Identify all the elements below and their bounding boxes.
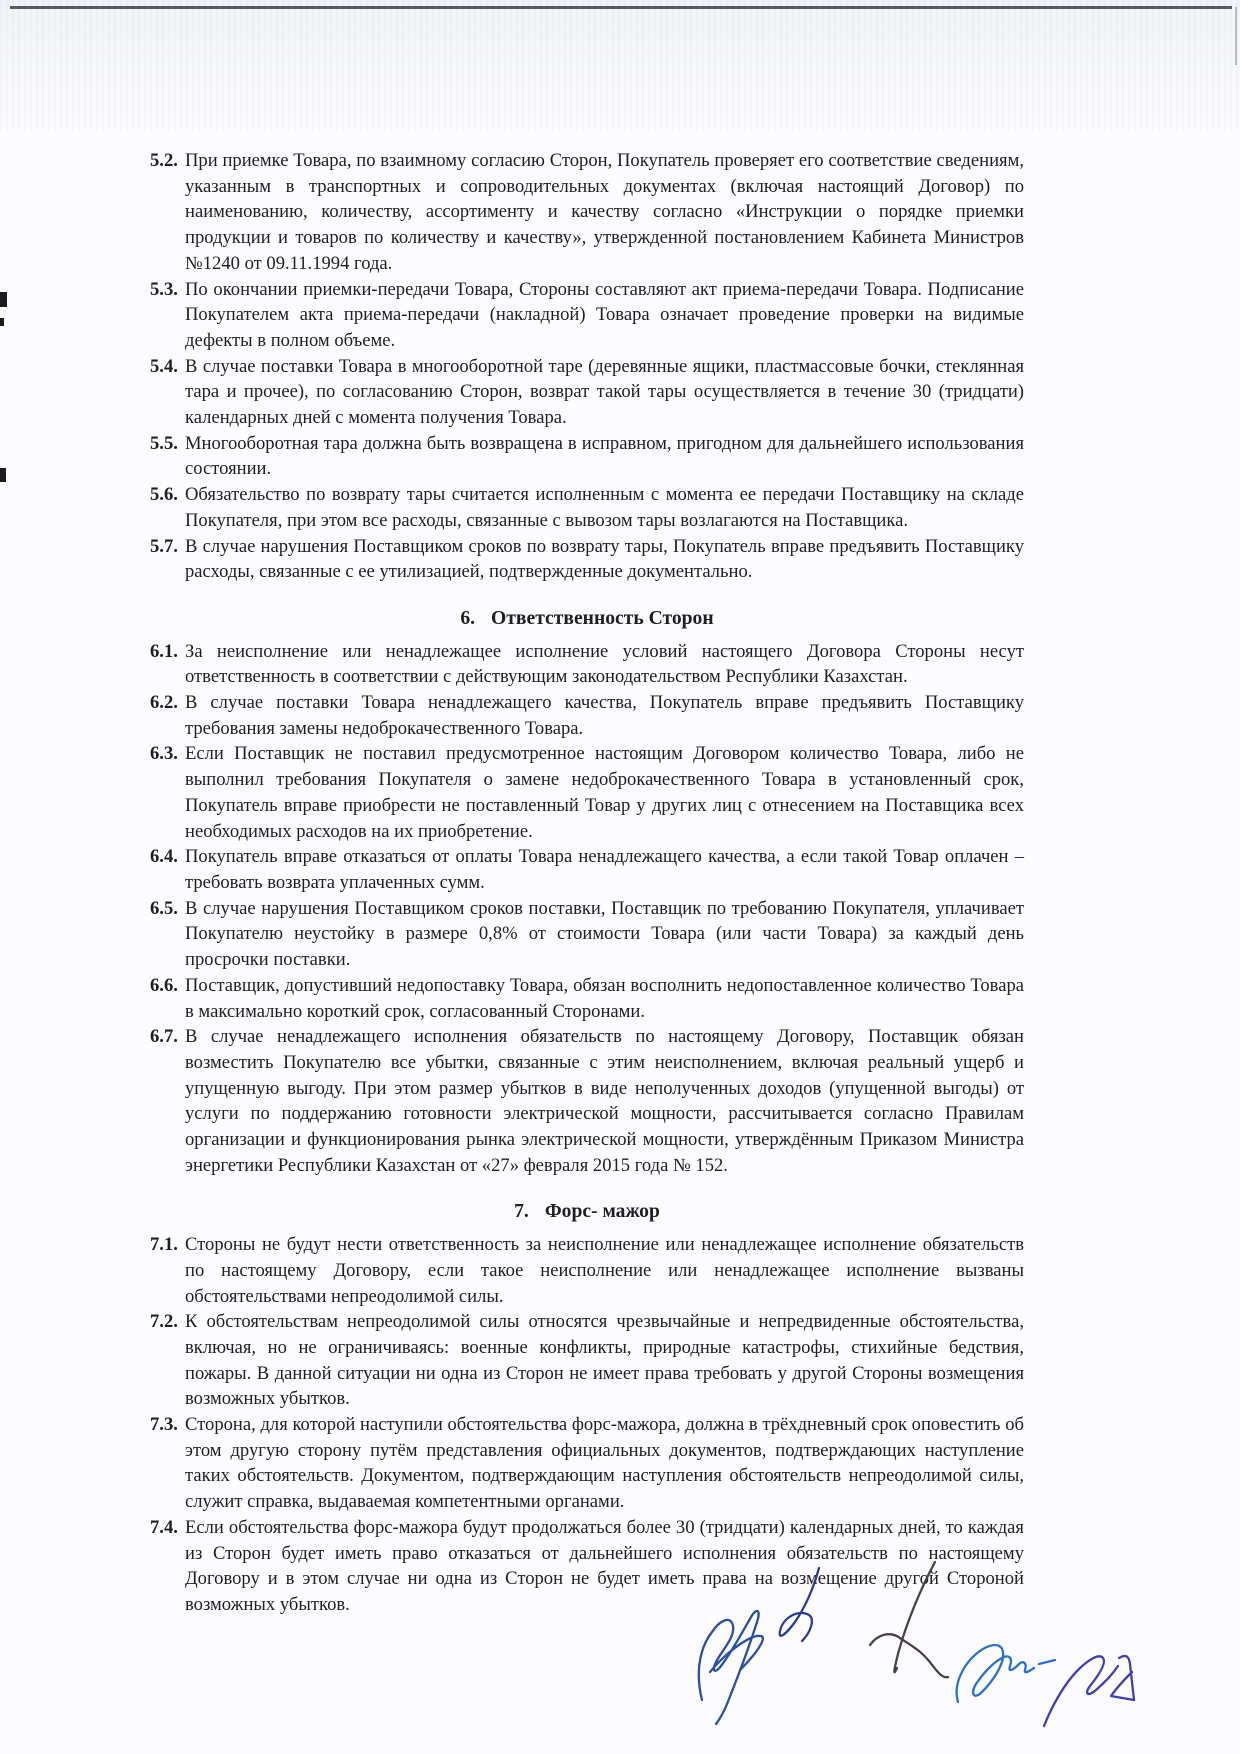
clause-number: 6.6.	[150, 974, 178, 996]
clause-text: При приемке Товара, по взаимному согласию Сторон, Покупатель проверяет его соответствие сведениям, указанным в транспортных и сопроводительных документах (включая настоящий Договор) по наименованию, количеству, ассортименту и качеству согласно «Инструкции о порядке приемки продукции и товаров по количеству и качеству», утвержденной постановлением Кабинета Министров №1240 от 09.11.1994 года.	[185, 150, 1024, 274]
clause-text: Сторона, для которой наступили обстоятельства форс-мажора, должна в трёхдневный срок оповестить об этом другую сторону путём представления официальных документов, подтверждающих наступление таких обстоятельств. Документом, подтверждающим наступления обстоятельств непреодолимой силы, служит справка, выдаваемая компетентными органами.	[185, 1414, 1024, 1513]
handwritten-signature-4	[957, 1645, 1055, 1702]
clause-text: Стороны не будут нести ответственность за неисполнение или ненадлежащее исполнение обязательств по настоящему Договору, если такое неисполнение или ненадлежащее исполнение вызваны обстоятельствами непреодолимой силы.	[185, 1234, 1024, 1307]
clause-text: Обязательство по возврату тары считается исполненным с момента ее передачи Поставщику на складе Покупателя, при этом все расходы, связанные с вывозом тары возлагаются на Поставщика.	[185, 484, 1024, 531]
clause-6.6	[150, 973, 1024, 1024]
clause-5.2	[150, 148, 1024, 277]
clause-7.3	[150, 1412, 1024, 1515]
clause-5.5	[150, 431, 1024, 482]
clause-6.5	[150, 896, 1024, 973]
clause-5.7	[150, 534, 1024, 585]
handwritten-signature-3	[870, 1562, 948, 1677]
clause-number: 5.5.	[150, 432, 178, 454]
scan-edge-artifact-top	[10, 6, 1232, 9]
clause-number: 7.3.	[150, 1414, 178, 1436]
clause-number: 7.4.	[150, 1516, 178, 1538]
clause-number: 5.3.	[150, 278, 178, 300]
clause-number: 5.6.	[150, 484, 178, 506]
clause-number: 6.3.	[150, 743, 178, 765]
clause-6.7	[150, 1024, 1024, 1178]
clause-text: Если обстоятельства форс-мажора будут продолжаться более 30 (тридцати) календарных дней, то каждая из Сторон будет иметь право отказаться от дальнейшего исполнения обязательств по настоящему Договору и в этом случае ни одна из Сторон не будет иметь права на возмещение другой Стороной возможных убытков.	[185, 1516, 1024, 1615]
section-title: Форс- мажор	[544, 1201, 660, 1223]
clause-5.3	[150, 277, 1024, 354]
clause-number: 6.4.	[150, 846, 178, 868]
clause-5.6	[150, 482, 1024, 533]
clause-text: Поставщик, допустивший недопоставку Товара, обязан восполнить недопоставленное количество Товара в максимально короткий срок, согласованный Сторонами.	[185, 974, 1024, 1022]
clause-6.3	[150, 741, 1024, 844]
clause-text: Если Поставщик не поставил предусмотренное настоящим Договором количество Товара, либо не выполнил требования Покупателя о замене недоброкачественного Товара в установленный срок, Покупатель вправе приобрести не поставленный Товар у других лиц с отнесением на Поставщика всех необходимых расходов на их приобретение.	[185, 743, 1024, 842]
clause-text: По окончании приемки-передачи Товара, Стороны составляют акт приема-передачи Товара. Подписание Покупателем акта приема-передачи (накладной) Товара означает проведение проверки на видимые дефекты в полном объеме.	[185, 278, 1024, 351]
clause-text: В случае поставки Товара ненадлежащего качества, Покупатель вправе предъявить Поставщику требования замены недоброкачественного Товара.	[185, 692, 1024, 739]
clause-7.1	[150, 1232, 1024, 1309]
clause-text: В случае ненадлежащего исполнения обязательств по настоящему Договору, Поставщик обязан возместить Покупателю все убытки, связанные с этим неисполнением, включая реальный ущерб и упущенную выгоду. При этом размер убытков в виде неполученных доходов (упущенной выгоды) от услуги по поддержанию готовности электрической мощности, рассчитывается согласно Правилам организации и функционирования рынка электрической мощности, утверждённым Приказом Министра энергетики Республики Казахстан от «27» февраля 2015 года № 152.	[185, 1026, 1024, 1176]
section-heading-6	[150, 606, 1024, 632]
contract-body	[150, 148, 1024, 1618]
clause-number: 7.1.	[150, 1234, 178, 1256]
scan-edge-artifact-left	[0, 292, 7, 307]
section-title: Ответственность Сторон	[491, 607, 714, 629]
clause-number: 6.2.	[150, 692, 178, 714]
clause-text: В случае поставки Товара в многооборотной таре (деревянные ящики, пластмассовые бочки, стеклянная тара и прочее), по согласованию Сторон, возврат такой тары осуществляется в течение 30 (тридцати) календарных дней с момента получения Товара.	[185, 355, 1024, 429]
clause-text: За неисполнение или ненадлежащее исполнение условий настоящего Договора Стороны несут ответственность в соответствии с действующим законодательством Республики Казахстан.	[185, 640, 1024, 688]
clause-6.4	[150, 844, 1024, 895]
clause-5.4	[150, 354, 1024, 431]
scan-edge-artifact-right	[1235, 7, 1237, 65]
clause-text: К обстоятельствам непреодолимой силы относятся чрезвычайные и непредвиденные обстоятельства, включая, но не ограничиваясь: военные конфликты, природные катастрофы, стихийные бедствия, пожары. В данной ситуации ни одна из Сторон не имеет права требовать у другой Стороны возмещения возможных убытков.	[185, 1311, 1024, 1410]
handwritten-signature-1	[699, 1611, 763, 1724]
signature-block	[640, 1554, 1160, 1754]
handwritten-signature-5	[1044, 1656, 1134, 1726]
clause-text: В случае нарушения Поставщиком сроков поставки, Поставщик по требованию Покупателя, уплачивает Покупателю неустойку в размере 0,8% от стоимости Товара (или части Товара) за каждый день просрочки поставки.	[185, 897, 1024, 971]
handwritten-signature-2	[780, 1568, 819, 1641]
clause-6.2	[150, 690, 1024, 741]
section-number: 6.	[460, 607, 476, 629]
scan-edge-artifact-left	[0, 468, 6, 482]
clause-number: 5.2.	[150, 150, 178, 171]
clause-text: В случае нарушения Поставщиком сроков по возврату тары, Покупатель вправе предъявить Поставщику расходы, связанные с ее утилизацией, подтвержденные документально.	[185, 535, 1024, 583]
section-heading-7	[150, 1199, 1024, 1225]
clause-number: 7.2.	[150, 1311, 178, 1333]
section-number: 7.	[514, 1201, 529, 1223]
clause-number: 6.5.	[150, 897, 178, 919]
clause-number: 5.4.	[150, 355, 178, 377]
clause-number: 5.7.	[150, 535, 178, 557]
clause-6.1	[150, 639, 1024, 690]
scan-edge-artifact-left	[0, 318, 4, 326]
clause-text: Многооборотная тара должна быть возвращена в исправном, пригодном для дальнейшего использования состоянии.	[185, 432, 1024, 480]
clause-text: Покупатель вправе отказаться от оплаты Товара ненадлежащего качества, а если такой Товар оплачен – требовать возврата уплаченных сумм.	[185, 846, 1024, 893]
clause-7.2	[150, 1309, 1024, 1412]
clause-number: 6.7.	[150, 1026, 178, 1048]
clause-number: 6.1.	[150, 640, 178, 662]
